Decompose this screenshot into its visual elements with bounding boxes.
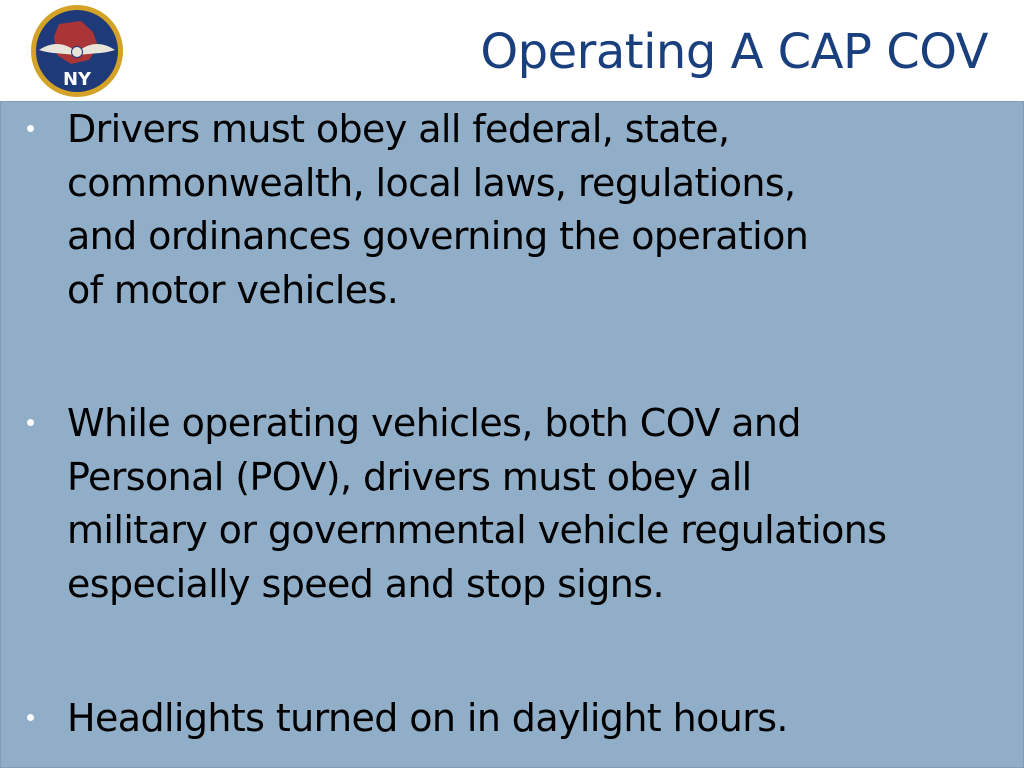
- bullet-dot-icon: [27, 714, 34, 721]
- bullet-line: Personal (POV), drivers must obey all: [67, 454, 752, 499]
- bullet-line: Drivers must obey all federal, state,: [67, 107, 730, 151]
- bullet-text: [67, 692, 967, 746]
- bullet-line: of motor vehicles.: [67, 267, 399, 312]
- bullet-dot-icon: [27, 419, 34, 426]
- content-area: [0, 101, 1024, 768]
- bullet-dot-icon: [27, 125, 34, 132]
- bullet-line: military or governmental vehicle regulations: [67, 508, 887, 552]
- bullet-line: especially speed and stop signs.: [67, 561, 664, 606]
- bullet-text: [67, 397, 967, 611]
- slide-header: [0, 0, 1024, 100]
- bullet-line: Headlights turned on in daylight hours.: [67, 696, 788, 740]
- logo-text: NY: [62, 69, 92, 90]
- bullet-line: While operating vehicles, both COV and: [67, 401, 801, 445]
- bullet-line: and ordinances governing the operation: [67, 214, 809, 258]
- ny-wing-emblem-icon: [29, 3, 125, 99]
- bullet-text: [67, 103, 967, 317]
- slide-title: Operating A CAP COV: [480, 24, 988, 80]
- bullet-line: commonwealth, local laws, regulations,: [67, 160, 796, 205]
